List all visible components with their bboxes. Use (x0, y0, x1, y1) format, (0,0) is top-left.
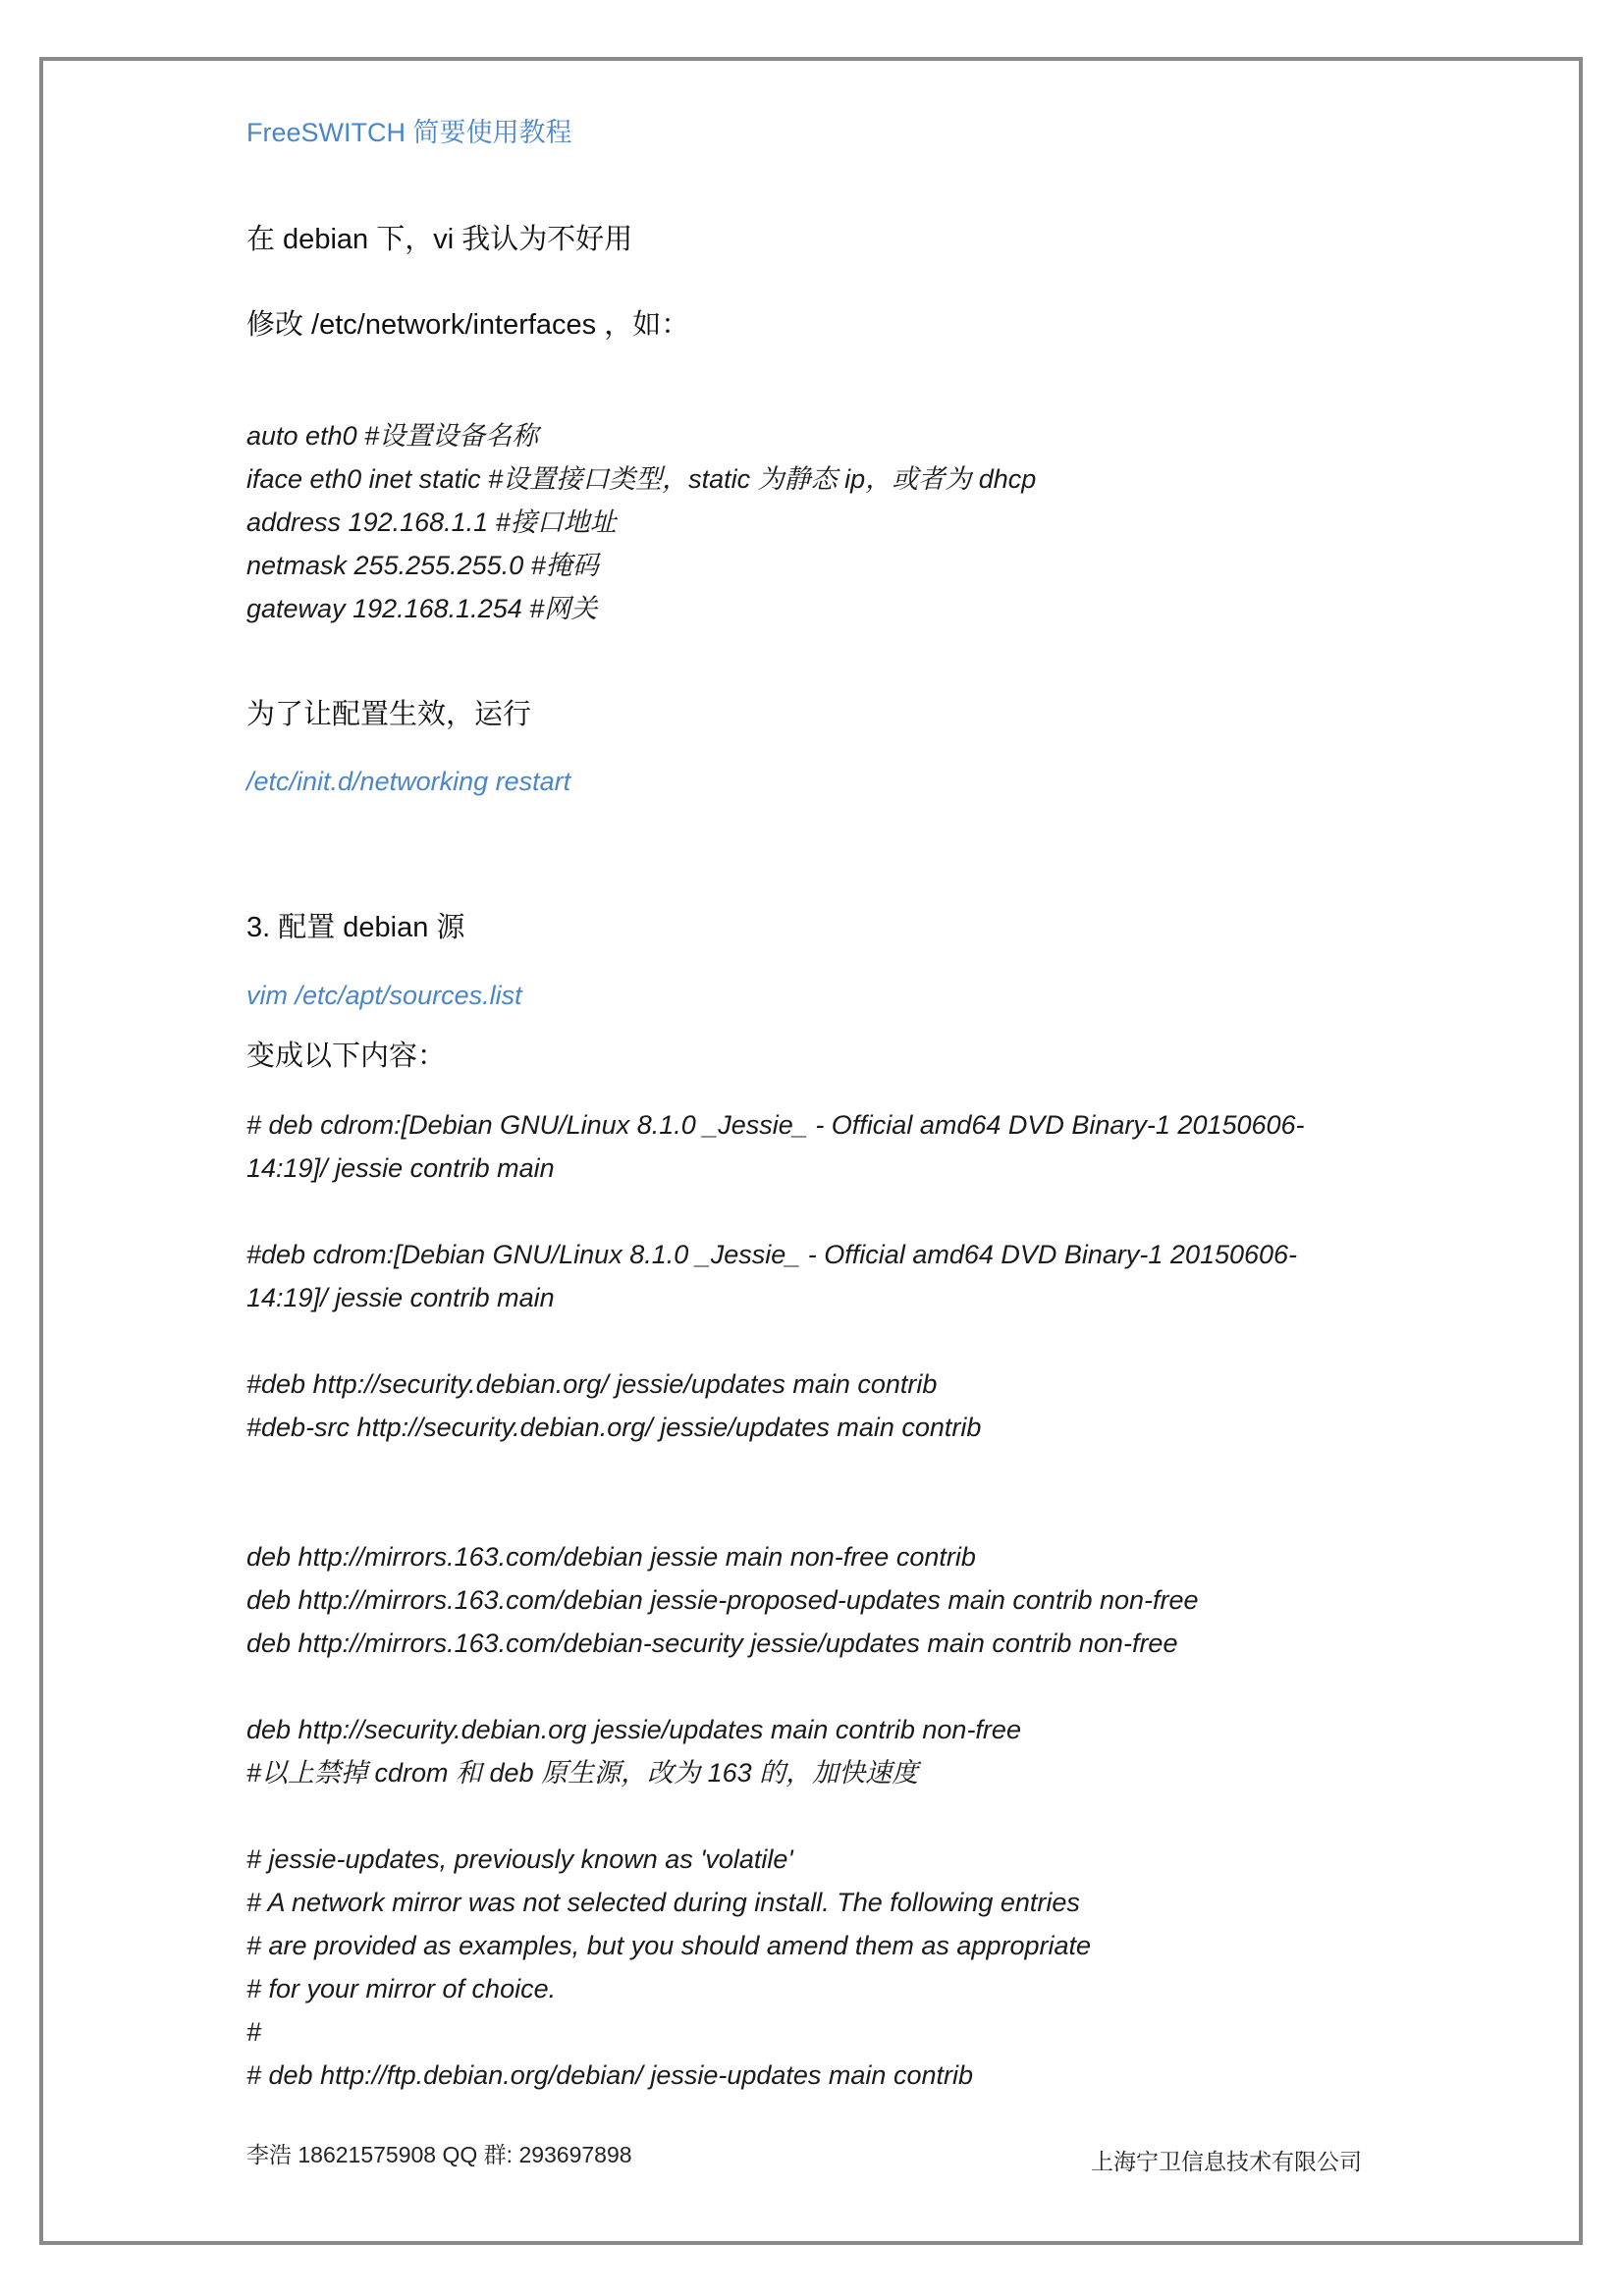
restart-command: /etc/init.d/networking restart (246, 767, 571, 796)
sources-list-line: deb http://mirrors.163.com/debian jessie-proposed-updates main contrib non-free (246, 1585, 1199, 1615)
sources-list-line: #deb-src http://security.debian.org/ jessie/updates main contrib (246, 1413, 982, 1442)
section-3-subheading: 变成以下内容： (246, 1041, 447, 1072)
sources-list-comment: # for your mirror of choice. (246, 1974, 557, 2003)
intro-line-2: 修改 /etc/network/interfaces ，如： (246, 309, 690, 341)
network-config-line: gateway 192.168.1.254 #网关 (246, 594, 598, 623)
sources-list-comment: #以上禁掉 cdrom 和 deb 原生源，改为 163 的，加快速度 (246, 1758, 919, 1788)
document-header-title: FreeSWITCH 简要使用教程 (246, 118, 572, 147)
sources-list-line: deb http://mirrors.163.com/debian jessie main non-free contrib (246, 1542, 976, 1572)
footer-company: 上海宁卫信息技术有限公司 (1091, 2149, 1362, 2174)
sources-list-comment: # A network mirror was not selected during install. The following entries (246, 1888, 1080, 1917)
section-3-heading: 3. 配置 debian 源 (246, 912, 465, 943)
sources-list-line: 14:19]/ jessie contrib main (246, 1283, 555, 1312)
sources-list-comment: # are provided as examples, but you should amend them as appropriate (246, 1931, 1092, 1960)
sources-list-line: 14:19]/ jessie contrib main (246, 1153, 555, 1183)
sources-list-comment: # jessie-updates, previously known as 'volatile' (246, 1844, 793, 1874)
footer-contact: 李浩 18621575908 QQ 群: 293697898 (246, 2142, 632, 2167)
sources-list-line: # deb cdrom:[Debian GNU/Linux 8.1.0 _Jessie_ - Official amd64 DVD Binary-1 20150606- (246, 1110, 1305, 1140)
sources-list-line: deb http://mirrors.163.com/debian-security jessie/updates main contrib non-free (246, 1629, 1178, 1658)
sources-list-comment: # (246, 2017, 262, 2047)
sources-list-line: deb http://security.debian.org jessie/updates main contrib non-free (246, 1715, 1021, 1744)
sources-edit-command: vim /etc/apt/sources.list (246, 981, 522, 1010)
network-config-line: auto eth0 #设置设备名称 (246, 421, 539, 451)
network-config-line: netmask 255.255.255.0 #掩码 (246, 551, 599, 580)
sources-list-line: #deb http://security.debian.org/ jessie/updates main contrib (246, 1369, 938, 1399)
network-config-line: address 192.168.1.1 #接口地址 (246, 507, 617, 537)
intro-line-1: 在 debian 下，vi 我认为不好用 (246, 224, 633, 255)
sources-list-comment: # deb http://ftp.debian.org/debian/ jessie-updates main contrib (246, 2060, 973, 2090)
network-config-line: iface eth0 inet static #设置接口类型，static 为静态 ip，或者为 dhcp (246, 464, 1037, 494)
apply-heading: 为了让配置生效，运行 (246, 699, 532, 730)
sources-list-line: #deb cdrom:[Debian GNU/Linux 8.1.0 _Jessie_ - Official amd64 DVD Binary-1 20150606- (246, 1240, 1298, 1269)
